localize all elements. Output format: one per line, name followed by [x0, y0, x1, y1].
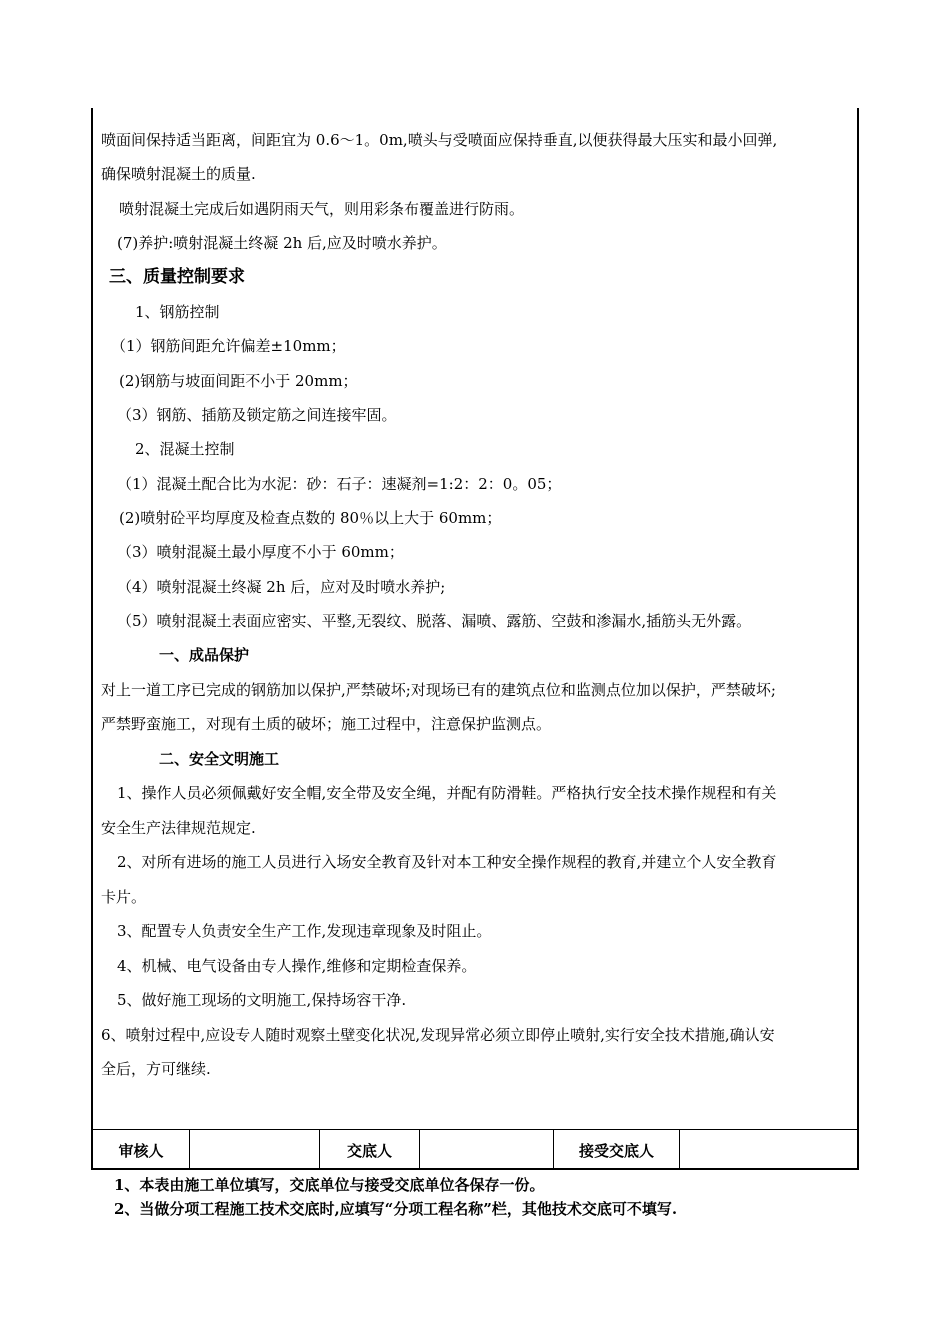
discloser-label: 交底人: [320, 1130, 420, 1170]
body-line: 1、钢筋控制: [135, 303, 220, 321]
body-line: 2、混凝土控制: [135, 440, 235, 458]
body-line: （5）喷射混凝土表面应密实、平整,无裂纹、脱落、漏喷、露筋、空鼓和渗漏水,插筋头无外露。: [117, 612, 752, 630]
body-line: 3、配置专人负责安全生产工作,发现违章现象及时阻止。: [117, 922, 492, 940]
discloser-field[interactable]: [420, 1130, 554, 1170]
body-line: 1、操作人员必须佩戴好安全帽,安全带及安全绳，并配有防滑鞋。严格执行安全技术操作规程和有关: [117, 784, 777, 802]
footnote: 1、本表由施工单位填写，交底单位与接受交底单位各保存一份。: [114, 1176, 545, 1194]
body-line: (2)钢筋与坡面间距不小于 20mm；: [119, 372, 358, 390]
body-line: 6、喷射过程中,应设专人随时观察土壁变化状况,发现异常必须立即停止喷射,实行安全技术措施,确认安: [101, 1026, 775, 1044]
body-line: (2)喷射砼平均厚度及检查点数的 80％以上大于 60mm；: [119, 509, 502, 527]
body-line: 喷面间保持适当距离，间距宜为 0.6～1。0m,喷头与受喷面应保持垂直,以便获得最大压实和最小回弹,: [101, 131, 778, 149]
body-line: 喷射混凝土完成后如遇阴雨天气，则用彩条布覆盖进行防雨。: [119, 200, 525, 218]
body-line: （1）混凝土配合比为水泥：砂：石子：速凝剂=1:2：2：0。05；: [117, 475, 562, 493]
receiver-field[interactable]: [680, 1130, 857, 1170]
section-heading-product-protection: 一、成品保护: [159, 646, 250, 664]
section-heading-safe-construction: 二、安全文明施工: [159, 750, 280, 768]
body-line: 严禁野蛮施工，对现有土质的破坏；施工过程中，注意保护监测点。: [101, 715, 552, 733]
reviewer-field[interactable]: [190, 1130, 320, 1170]
reviewer-label: 审核人: [93, 1130, 190, 1170]
body-line: 安全生产法律规范规定.: [101, 819, 256, 837]
body-line: 对上一道工序已完成的钢筋加以保护,严禁破坏;对现场已有的建筑点位和监测点位加以保护，严禁破坏;: [101, 681, 776, 699]
body-line: 确保喷射混凝土的质量.: [101, 165, 256, 183]
body-line: 5、做好施工现场的文明施工,保持场容干净.: [117, 991, 407, 1009]
body-line: （4）喷射混凝土终凝 2h 后，应对及时喷水养护;: [117, 578, 446, 596]
body-line: （1）钢筋间距允许偏差±10mm；: [111, 337, 346, 355]
body-line: （3）喷射混凝土最小厚度不小于 60mm；: [117, 543, 404, 561]
disclosure-form-frame: [91, 108, 859, 1170]
footnote: 2、当做分项工程施工技术交底时,应填写“分项工程名称”栏，其他技术交底可不填写.: [114, 1200, 678, 1218]
body-line: (7)养护:喷射混凝土终凝 2h 后,应及时喷水养护。: [117, 234, 447, 252]
section-heading-quality-control: 三、质量控制要求: [109, 267, 245, 287]
body-line: 2、对所有进场的施工人员进行入场安全教育及针对本工种安全操作规程的教育,并建立个人安全教育: [117, 853, 777, 871]
body-line: 4、机械、电气设备由专人操作,维修和定期检查保养。: [117, 957, 477, 975]
body-line: （3）钢筋、插筋及锁定筋之间连接牢固。: [117, 406, 397, 424]
signature-row: [93, 1129, 857, 1170]
receiver-label: 接受交底人: [554, 1130, 680, 1170]
body-line: 卡片。: [101, 888, 147, 906]
body-line: 全后，方可继续.: [101, 1060, 211, 1078]
